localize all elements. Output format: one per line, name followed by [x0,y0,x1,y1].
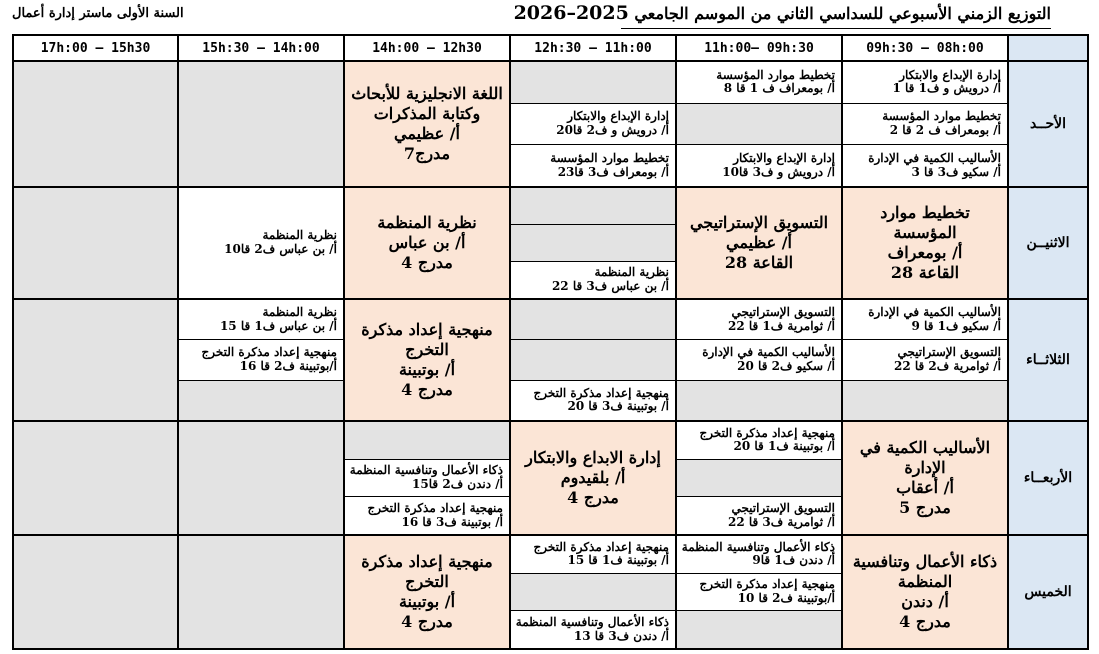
session-cell [676,535,842,649]
slot-header: 09h:30 – 08h:00 [842,35,1008,61]
group-session [179,339,343,379]
room-label: مدرج 4 [567,488,619,507]
lecture-cell [676,187,842,299]
course-title: التسويق الإستراتيجي [689,213,829,232]
empty-cell [13,61,178,187]
empty-cell [13,187,178,299]
session-course: منهجية إعداد مذكرة التخرج [533,385,669,400]
day-row [13,299,1088,421]
session-course: منهجية إعداد مذكرة التخرج [367,500,503,515]
lecture-block [345,536,509,648]
professor-name: أ/ بوتبينة [398,592,456,611]
session-details: أ/ دندن ف1 قا9 [752,553,835,568]
room-label: مدرج7 [403,144,451,163]
group-session [677,496,841,534]
empty-subslot [677,610,841,648]
session-details: أ/ دندن ف3 قا 13 [573,628,669,643]
group-session [511,144,675,186]
course-title: تخطيط موارد المؤسسة [880,203,970,242]
session-details: أ/بوتبينة ف2 قا 10 [737,591,835,605]
session-cell [510,187,676,299]
session-course: الأساليب الكمية في الإدارة [868,150,1001,165]
session-stack [677,300,841,420]
group-session [511,380,675,420]
group-session [843,339,1007,379]
session-details: أ/ درويش و ف3 قا10 [722,164,835,179]
session-details: أ/ درويش و ف1 قا 1 [892,81,1001,96]
schedule-title [514,2,1051,24]
session-stack [511,62,675,186]
session-course: تخطيط موارد المؤسسة [550,150,669,165]
session-cell [842,61,1008,187]
session-details: أ/ بومعراف ف3 قا23 [557,164,669,179]
group-session [843,144,1007,186]
room-label: مدرج 4 [401,380,453,399]
course-title: منهجية إعداد مذكرة التخرج [361,552,493,591]
group-session [677,339,841,379]
timetable-header-row [13,35,1088,61]
title-underline [621,28,1051,29]
group-session [677,62,841,103]
group-session [511,261,675,298]
lecture-block [345,300,509,420]
group-session [511,610,675,648]
group-session [843,103,1007,145]
session-cell [178,299,344,421]
course-title: اللغة الانجليزية للأبحاث وكتابة المذكرات [351,84,503,123]
empty-cell [13,299,178,421]
empty-subslot [345,422,509,459]
session-cell [676,61,842,187]
lecture-cell [344,61,510,187]
session-course: الأساليب الكمية في الإدارة [868,304,1001,319]
session-course: التسويق الإستراتيجي [897,345,1001,360]
session-course: نظرية المنظمة [262,228,337,243]
slot-header: 14h:00 – 12h30 [344,35,510,61]
group-session [843,300,1007,339]
session-stack [179,188,343,298]
slot-header: 11h:00– 09h:30 [676,35,842,61]
course-title: إدارة الابداع والابتكار [525,448,661,467]
session-course: إدارة الإبداع والابتكار [567,109,669,124]
empty-cell [13,421,178,535]
session-course: ذكاء الأعمال وتنافسية المنظمة [349,463,503,478]
day-label: الأحــد [1008,61,1088,187]
session-details: أ/بوتبينة ف2 قا 16 [239,358,337,373]
course-title: نظرية المنظمة [377,213,477,232]
slot-header: 15h:30 – 14h:00 [178,35,344,61]
session-details: أ/ بوتبينة ف3 قا 20 [567,399,669,414]
group-session [677,144,841,186]
session-cell [510,61,676,187]
session-cell [676,299,842,421]
page-header [0,0,1099,34]
lecture-block [345,188,509,298]
lecture-cell [510,421,676,535]
session-stack [677,62,841,186]
lecture-block [677,188,841,298]
professor-name: أ/ دندن [901,592,949,611]
session-details: أ/ بن عباس ف1 قا 15 [219,318,337,333]
session-course: ذكاء الأعمال وتنافسية المنظمة [681,539,835,554]
session-stack [843,300,1007,420]
schedule-year: 2025–2026 [513,2,629,24]
lecture-cell [842,535,1008,649]
group-session [677,536,841,573]
session-cell [510,299,676,421]
room-label: مدرج 4 [401,253,453,272]
session-course: نظرية المنظمة [594,265,669,280]
lecture-block [511,422,675,534]
professor-name: أ/ بن عباس [388,233,466,252]
group-session [511,536,675,573]
empty-cell [178,535,344,649]
session-course: تخطيط موارد المؤسسة [882,109,1001,124]
session-details: أ/ ثوامرية ف3 قا 22 [727,514,835,529]
empty-subslot [843,380,1007,420]
session-stack [179,300,343,420]
group-session [677,573,841,611]
day-row [13,61,1088,187]
empty-subslot [511,224,675,261]
empty-cell [13,535,178,649]
session-details: أ/ بومعراف ف 1 قا 8 [723,81,835,96]
group-session [677,422,841,459]
room-label: القاعة 28 [890,263,960,282]
lecture-cell [842,421,1008,535]
group-session [511,103,675,145]
session-cell [510,535,676,649]
room-label: مدرج 5 [899,498,951,517]
day-label: الخميس [1008,535,1088,649]
lecture-block [843,422,1007,534]
empty-subslot [511,62,675,103]
session-course: ذكاء الأعمال وتنافسية المنظمة [515,614,669,629]
day-row [13,187,1088,299]
day-label: الاثنيــن [1008,187,1088,299]
corner-cell [1008,35,1088,61]
session-stack [345,422,509,534]
session-stack [511,188,675,298]
group-session [677,300,841,339]
day-label: الثلاثــاء [1008,299,1088,421]
professor-name: أ/ أعقاب [896,478,954,497]
lecture-block [843,188,1007,298]
professor-name: أ/ بومعراف [887,243,963,262]
lecture-block [843,536,1007,648]
session-details: أ/ بومعراف ف 2 قا 2 [889,123,1001,137]
day-label: الأربعــاء [1008,421,1088,535]
lecture-cell [344,299,510,421]
professor-name: أ/ عظيمي [726,233,792,252]
session-course: تخطيط موارد المؤسسة [716,67,835,82]
empty-subslot [179,380,343,420]
empty-subslot [677,459,841,497]
session-course: منهجية إعداد مذكرة التخرج [533,539,669,554]
session-course: إدارة الإبداع والابتكار [733,150,835,165]
session-cell [344,421,510,535]
session-details: أ/ بوتبينة ف3 قا 16 [401,514,503,529]
empty-subslot [511,300,675,339]
session-details: أ/ سكيو ف1 قا 9 [911,318,1001,333]
lecture-cell [344,535,510,649]
session-stack [511,536,675,648]
professor-name: أ/ عظيمي [394,124,460,143]
session-course: الأساليب الكمية في الإدارة [702,345,835,360]
empty-subslot [677,380,841,420]
session-course: نظرية المنظمة [262,304,337,319]
course-title: ذكاء الأعمال وتنافسية المنظمة [852,552,998,591]
session-details: أ/ درويش و ف2 قا20 [556,123,669,137]
session-cell [178,187,344,299]
session-course: إدارة الإبداع والابتكار [899,67,1001,82]
course-title: منهجية إعداد مذكرة التخرج [361,320,493,359]
group-session [179,300,343,339]
session-course: التسويق الإستراتيجي [731,304,835,319]
slot-header: 17h:00 – 15h30 [13,35,178,61]
day-row [13,535,1088,649]
session-details: أ/ بوتبينة ف1 قا 15 [567,553,669,568]
session-stack [677,536,841,648]
lecture-cell [344,187,510,299]
session-details: أ/ سكيو ف2 قا 20 [737,358,835,373]
session-details: أ/ بن عباس ف3 قا 22 [551,279,669,293]
room-label: مدرج 4 [401,612,453,631]
group-session [843,62,1007,103]
session-details: أ/ بوتبينة ف1 قا 20 [733,439,835,454]
empty-subslot [677,103,841,145]
empty-cell [178,61,344,187]
room-label: مدرج 4 [899,612,951,631]
session-stack [843,62,1007,186]
day-row [13,421,1088,535]
session-cell [676,421,842,535]
session-details: أ/ دندن ف2 قا15 [412,477,503,491]
session-cell [842,299,1008,421]
session-details: أ/ ثوامرية ف2 قا 22 [893,358,1001,373]
room-label: القاعة 28 [724,253,794,272]
course-title: الأساليب الكمية في الإدارة [859,438,991,477]
session-stack [677,422,841,534]
professor-name: أ/ بوتبينة [398,360,456,379]
empty-subslot [511,339,675,379]
session-course: التسويق الإستراتيجي [731,500,835,515]
empty-cell [178,421,344,535]
group-session [345,496,509,534]
session-details: أ/ ثوامرية ف1 قا 22 [727,318,835,333]
session-stack [511,300,675,420]
session-course: منهجية إعداد مذكرة التخرج [699,425,835,440]
program-subtitle: السنة الأولى ماستر إدارة أعمال [12,6,184,21]
session-course: منهجية إعداد مذكرة التخرج [201,345,337,360]
schedule-title-text: التوزيع الزمني الأسبوعي للسداسي الثاني من الموسم الجامعي [634,4,1051,23]
session-details: أ/ سكيو ف3 قا 3 [911,164,1001,179]
empty-subslot [511,573,675,611]
group-session [345,459,509,497]
professor-name: أ/ بلقيدوم [560,468,626,487]
lecture-cell [842,187,1008,299]
lecture-block [345,62,509,186]
timetable [12,34,1089,650]
empty-subslot [511,188,675,224]
group-session [179,188,343,298]
session-course: منهجية إعداد مذكرة التخرج [699,577,835,592]
slot-header: 12h:30 – 11h:00 [510,35,676,61]
session-details: أ/ بن عباس ف2 قا10 [224,242,337,256]
